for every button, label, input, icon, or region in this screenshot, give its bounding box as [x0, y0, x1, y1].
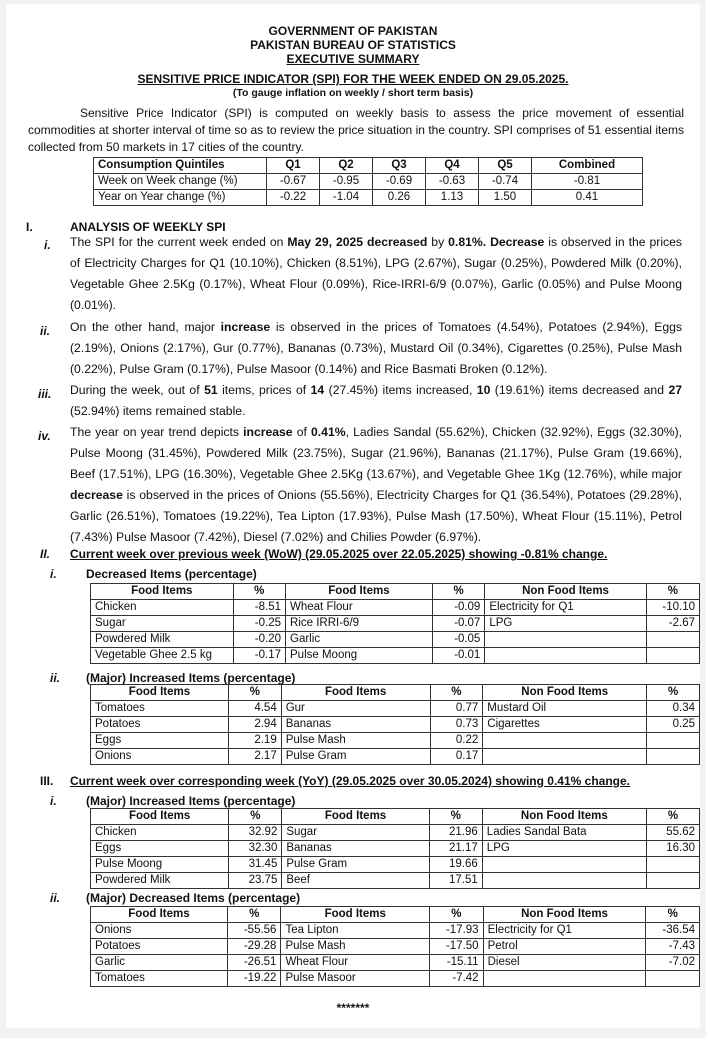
percent-cell: -7.42	[430, 971, 484, 987]
analysis-paragraph-3: During the week, out of 51 items, prices of 14 (27.45%) items increased, 10 (19.61%) items decreased and 27 (52.94%) items remained stable.	[70, 383, 683, 418]
quintiles-header: Q4	[426, 158, 479, 174]
item-cell: Wheat Flour	[281, 955, 430, 971]
wow-inc-column-header: %	[647, 685, 700, 701]
quintiles-header: Q2	[320, 158, 373, 174]
percent-cell: -10.10	[646, 600, 699, 616]
percent-cell: 19.66	[429, 857, 482, 873]
percent-cell: -29.28	[227, 939, 281, 955]
percent-cell: -55.56	[227, 923, 281, 939]
yoy-dec-column-header: %	[227, 907, 281, 923]
wow-inc-column-header: %	[430, 685, 483, 701]
yoy-inc-column-header: Food Items	[282, 809, 429, 825]
item-cell: Tomatoes	[91, 701, 229, 717]
report-subtitle: (To gauge inflation on weekly / short term basis)	[232, 87, 474, 99]
item-cell: Potatoes	[91, 939, 228, 955]
table-row	[91, 648, 700, 664]
item-cell: Petrol	[483, 939, 646, 955]
percent-cell: 0.77	[430, 701, 483, 717]
percent-cell: 31.45	[229, 857, 282, 873]
section2-number: II.	[40, 547, 51, 561]
table-row	[91, 733, 700, 749]
percent-cell: -0.09	[432, 600, 484, 616]
page	[6, 4, 700, 1028]
percent-cell: -7.02	[646, 955, 700, 971]
item-cell: Electricity for Q1	[485, 600, 646, 616]
percent-cell: 0.17	[430, 749, 483, 765]
percent-cell: -0.07	[432, 616, 484, 632]
quintiles-cell: 1.50	[479, 190, 532, 206]
table-row	[91, 616, 700, 632]
percent-cell: 2.94	[228, 717, 281, 733]
wow-inc-column-header: Food Items	[91, 685, 229, 701]
percent-cell: 0.34	[647, 701, 700, 717]
item-cell: Sugar	[282, 825, 429, 841]
table-row	[91, 749, 700, 765]
item-cell: Powdered Milk	[91, 632, 234, 648]
percent-cell	[646, 648, 699, 664]
percent-cell: 2.17	[228, 749, 281, 765]
item-cell: Cigarettes	[483, 717, 647, 733]
yoy-inc-column-header: Non Food Items	[482, 809, 646, 825]
percent-cell: -26.51	[227, 955, 281, 971]
item-cell: Diesel	[483, 955, 646, 971]
item-cell	[483, 733, 647, 749]
yoy-dec-column-header: %	[646, 907, 700, 923]
percent-cell: -19.22	[227, 971, 281, 987]
table-row	[91, 923, 700, 939]
percent-cell: -0.20	[233, 632, 285, 648]
header-line-bureau: PAKISTAN BUREAU OF STATISTICS	[250, 38, 456, 52]
percent-cell: -17.93	[430, 923, 484, 939]
quintiles-cell: 0.41	[532, 190, 643, 206]
table-row	[91, 857, 700, 873]
footer-stars: *******	[336, 1001, 370, 1015]
yoy-increased-table	[90, 808, 700, 889]
percent-cell: 0.73	[430, 717, 483, 733]
item-cell: Pulse Moong	[91, 857, 229, 873]
percent-cell: 55.62	[646, 825, 699, 841]
quintiles-cell: 0.26	[373, 190, 426, 206]
subsection-number: i.	[50, 567, 57, 581]
item-cell	[482, 857, 646, 873]
section2-title: Current week over previous week (WoW) (29.05.2025 over 22.05.2025) showing -0.81% change.	[70, 547, 608, 561]
item-cell: Beef	[282, 873, 429, 889]
item-cell: Garlic	[91, 955, 228, 971]
table-row	[91, 873, 700, 889]
quintiles-cell: -0.95	[320, 174, 373, 190]
percent-cell: -8.51	[233, 600, 285, 616]
wow-dec-column-header: %	[432, 584, 484, 600]
item-cell: Pulse Mash	[281, 733, 430, 749]
percent-cell	[646, 632, 699, 648]
item-cell	[482, 873, 646, 889]
percent-cell: -36.54	[646, 923, 700, 939]
percent-cell: 16.30	[646, 841, 699, 857]
percent-cell	[647, 749, 700, 765]
wow-inc-header-row	[91, 685, 700, 701]
item-cell: Chicken	[91, 600, 234, 616]
table-row	[91, 600, 700, 616]
yoy-inc-column-header: %	[646, 809, 699, 825]
quintiles-table	[93, 157, 643, 206]
header-line-summary: EXECUTIVE SUMMARY	[286, 52, 420, 66]
yoy-inc-column-header: %	[229, 809, 282, 825]
item-cell: Bananas	[281, 717, 430, 733]
item-cell: Pulse Mash	[281, 939, 430, 955]
item-cell: Eggs	[91, 841, 229, 857]
quintiles-cell: Week on Week change (%)	[94, 174, 267, 190]
wow-decreased-table	[90, 583, 700, 664]
item-cell: Tea Lipton	[281, 923, 430, 939]
item-number: iv.	[38, 429, 51, 443]
percent-cell: 32.30	[229, 841, 282, 857]
table-row	[91, 841, 700, 857]
item-cell: Sugar	[91, 616, 234, 632]
subsection-number: i.	[50, 794, 57, 808]
yoy-dec-column-header: Food Items	[281, 907, 430, 923]
item-cell: Chicken	[91, 825, 229, 841]
analysis-paragraph-1: The SPI for the current week ended on May 29, 2025 decreased by 0.81%. Decrease is observed in the prices of Electricity Charges for Q1 (10.10%), Chicken (8.51%), LPG (2.67%), Sugar (0.25%), Powdered Milk (0.20%), Vegetable Ghee 2.5Kg (0.17%), Wheat Flour (0.09%), Rice-IRRI-6/9 (0.07%), Garlic (0.05%) and Pulse Moong (0.01%).	[70, 235, 682, 312]
quintiles-cell: -0.81	[532, 174, 643, 190]
analysis-paragraph-4: The year on year trend depicts increase of 0.41%, Ladies Sandal (55.62%), Chicken (32.92%), Eggs (32.30%), Pulse Moong (31.45%), Powdered Milk (23.75%), Sugar (21.96%), Bananas (21.17%), Pulse Gram (19.66%), Beef (17.51%), LPG (16.30%), Vegetable Ghee 2.5Kg (13.67%), and Vegetable Ghee 1Kg (12.76%), while major decrease is observed in the prices of Onions (55.56%), Electricity Charges for Q1 (36.54%), Potatoes (29.28%), Garlic (26.51%), Tomatoes (19.22%), Tea Lipton (17.93%), Pulse Mash (17.50%), Wheat Flour (15.11%), Petrol (7.43%) Pulse Masoor (7.42%), Diesel (7.02%) and Chilies Powder (6.97%).	[70, 425, 683, 544]
item-cell: Potatoes	[91, 717, 229, 733]
table-row	[91, 825, 700, 841]
percent-cell: -0.25	[233, 616, 285, 632]
percent-cell: 0.25	[647, 717, 700, 733]
quintiles-cell: Year on Year change (%)	[94, 190, 267, 206]
quintiles-cell: -0.22	[267, 190, 320, 206]
percent-cell: -0.05	[432, 632, 484, 648]
item-cell	[485, 648, 646, 664]
subsection-title: (Major) Increased Items (percentage)	[86, 794, 296, 808]
section1-title: ANALYSIS OF WEEKLY SPI	[70, 220, 226, 234]
subsection-number: ii.	[50, 891, 61, 905]
table-row	[91, 717, 700, 733]
item-cell: Eggs	[91, 733, 229, 749]
percent-cell: -17.50	[430, 939, 484, 955]
table-row	[91, 955, 700, 971]
quintiles-row-yoy	[94, 190, 643, 206]
item-number: ii.	[40, 324, 51, 338]
percent-cell	[646, 971, 700, 987]
table-row	[91, 939, 700, 955]
item-cell: Wheat Flour	[286, 600, 433, 616]
item-number: iii.	[38, 387, 52, 401]
percent-cell: 2.19	[228, 733, 281, 749]
percent-cell: -0.01	[432, 648, 484, 664]
table-row	[91, 632, 700, 648]
yoy-dec-header-row	[91, 907, 700, 923]
quintiles-cell: -0.69	[373, 174, 426, 190]
wow-dec-column-header: Non Food Items	[485, 584, 646, 600]
item-cell: Pulse Masoor	[281, 971, 430, 987]
item-cell	[485, 632, 646, 648]
item-cell: Ladies Sandal Bata	[482, 825, 646, 841]
header-line-government: GOVERNMENT OF PAKISTAN	[268, 24, 438, 38]
percent-cell: -2.67	[646, 616, 699, 632]
section3-title: Current week over corresponding week (YoY) (29.05.2025 over 30.05.2024) showing 0.41% change.	[70, 774, 631, 788]
quintiles-row-wow	[94, 174, 643, 190]
item-cell: Garlic	[286, 632, 433, 648]
yoy-inc-column-header: Food Items	[91, 809, 229, 825]
section1-number: I.	[26, 220, 33, 234]
item-cell: Electricity for Q1	[483, 923, 646, 939]
item-cell	[483, 971, 646, 987]
yoy-dec-column-header: Food Items	[91, 907, 228, 923]
section3-number: III.	[40, 774, 54, 788]
quintiles-cell: -0.74	[479, 174, 532, 190]
wow-dec-column-header: Food Items	[91, 584, 234, 600]
percent-cell: -7.43	[646, 939, 700, 955]
wow-dec-column-header: %	[233, 584, 285, 600]
quintiles-cell: -1.04	[320, 190, 373, 206]
item-cell: Pulse Gram	[281, 749, 430, 765]
wow-dec-column-header: Food Items	[286, 584, 433, 600]
analysis-paragraph-2: On the other hand, major increase is observed in the prices of Tomatoes (4.54%), Potatoes (2.94%), Eggs (2.19%), Onions (2.17%), Gur (0.77%), Bananas (0.73%), Mustard Oil (0.34%), Cigarettes (0.25%), Pulse Mash (0.22%), Pulse Gram (0.17%), Pulse Masoor (0.14%) and Rice Basmati Broken (0.12%).	[70, 320, 682, 376]
percent-cell: -15.11	[430, 955, 484, 971]
percent-cell: 23.75	[229, 873, 282, 889]
wow-inc-column-header: %	[228, 685, 281, 701]
percent-cell: 21.17	[429, 841, 482, 857]
item-cell: Onions	[91, 923, 228, 939]
item-cell	[483, 749, 647, 765]
item-cell: LPG	[482, 841, 646, 857]
item-cell: Powdered Milk	[91, 873, 229, 889]
item-cell: Vegetable Ghee 2.5 kg	[91, 648, 234, 664]
item-cell: Pulse Gram	[282, 857, 429, 873]
item-cell: Bananas	[282, 841, 429, 857]
percent-cell	[646, 873, 699, 889]
percent-cell: 0.22	[430, 733, 483, 749]
quintiles-header: Q3	[373, 158, 426, 174]
quintiles-header: Consumption Quintiles	[94, 158, 267, 174]
table-row	[91, 971, 700, 987]
item-cell: Rice IRRI-6/9	[286, 616, 433, 632]
yoy-inc-column-header: %	[429, 809, 482, 825]
subsection-title: Decreased Items (percentage)	[86, 567, 257, 581]
intro-paragraph: Sensitive Price Indicator (SPI) is computed on weekly basis to assess the price movement of essential commodities at shorter interval of time so as to review the price situation in the country. SPI comprises of 51 essential items collected from 50 markets in 17 cities of the country.	[28, 106, 684, 154]
yoy-decreased-table	[90, 906, 700, 987]
table-row	[91, 701, 700, 717]
quintiles-cell: -0.67	[267, 174, 320, 190]
percent-cell	[647, 733, 700, 749]
quintiles-cell: 1.13	[426, 190, 479, 206]
subsection-title: (Major) Decreased Items (percentage)	[86, 891, 301, 905]
item-cell: Pulse Moong	[286, 648, 433, 664]
percent-cell: -0.17	[233, 648, 285, 664]
wow-inc-column-header: Food Items	[281, 685, 430, 701]
quintiles-header: Q1	[267, 158, 320, 174]
item-cell: LPG	[485, 616, 646, 632]
percent-cell	[646, 857, 699, 873]
item-cell: Onions	[91, 749, 229, 765]
percent-cell: 32.92	[229, 825, 282, 841]
percent-cell: 4.54	[228, 701, 281, 717]
yoy-dec-column-header: %	[430, 907, 484, 923]
percent-cell: 17.51	[429, 873, 482, 889]
wow-inc-column-header: Non Food Items	[483, 685, 647, 701]
quintiles-header-row	[94, 158, 643, 174]
item-number: i.	[44, 238, 51, 252]
percent-cell: 21.96	[429, 825, 482, 841]
item-cell: Gur	[281, 701, 430, 717]
yoy-inc-header-row	[91, 809, 700, 825]
wow-dec-column-header: %	[646, 584, 699, 600]
subsection-title: (Major) Increased Items (percentage)	[86, 671, 296, 685]
yoy-dec-column-header: Non Food Items	[483, 907, 646, 923]
quintiles-cell: -0.63	[426, 174, 479, 190]
wow-increased-table	[90, 684, 700, 765]
wow-dec-header-row	[91, 584, 700, 600]
report-title: SENSITIVE PRICE INDICATOR (SPI) FOR THE WEEK ENDED ON 29.05.2025.	[137, 72, 569, 86]
quintiles-header: Combined	[532, 158, 643, 174]
quintiles-header: Q5	[479, 158, 532, 174]
subsection-number: ii.	[50, 671, 61, 685]
item-cell: Mustard Oil	[483, 701, 647, 717]
item-cell: Tomatoes	[91, 971, 228, 987]
